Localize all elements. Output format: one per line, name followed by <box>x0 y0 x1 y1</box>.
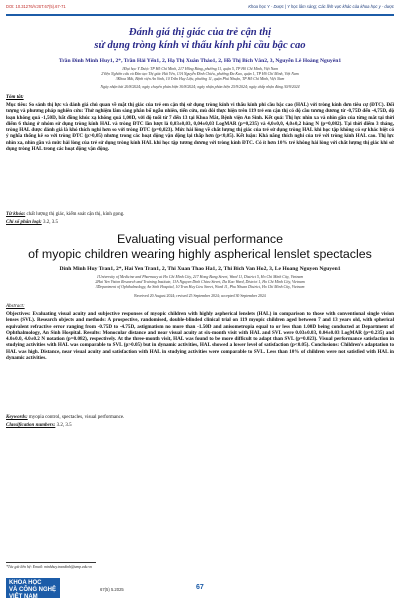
issue-info: 67(5) 5.2025 <box>100 587 124 592</box>
keywords-vi-value: chất lượng thị giác, kiểm soát cận thị, kính gọng. <box>26 212 125 217</box>
journal-section: Khoa học Y - Dược | Y học lâm sàng; Các lĩnh vực khác của khoa học y - dược <box>248 4 394 9</box>
authors-vietnamese: Trần Đình Minh Huy1, 2*, Trần Hải Yến1, 2, Hạ Thị Xuân Thảo1, 2, Hồ Thị Bích Vân2, 3, Nguyễn Lê Hoàng Nguyên1 <box>58 58 342 64</box>
corresponding-author-footnote: *Tác giả liên hệ: Email: minhhuy.trandinh@ump.edu.vn <box>6 565 92 569</box>
affiliation-en-3: 3Department of Ophthalmology, An Sinh Hospital, 10 Tran Huy Lieu Street, Ward 11, Phu Nhuan District, Ho Chi Minh City, Vietnam <box>95 285 305 290</box>
logo-line-2: VÀ CÔNG NGHỆ <box>9 587 57 593</box>
title-en-line-1: Evaluating visual performance <box>117 232 283 246</box>
keywords-vietnamese <box>6 212 394 217</box>
affiliation-2: 2Viện Nghiên cứu và Đào tạo Thị giác Hải Yến, 13A Nguyễn Đình Chiểu, phường Đa Kao, quận 1, TP Hồ Chí Minh, Việt Nam <box>101 72 299 77</box>
classification-en-label: Classification numbers: <box>6 423 56 428</box>
abstract-vietnamese: Mục tiêu: So sánh thị lực và đánh giá chủ quan về mặt thị giác của trẻ em cận thị sử dụng tròng kính vi thấu kính phi cầu bậc cao (HAL) với tròng kính đơn tiêu cự (ĐTC). Đối tượng và phương pháp nghiên cứu: Thử nghiệm lâm sàng phân bố ngẫu nhiên, tiến cứu, mù đôi thực hiện trên 119 trẻ em cận thị có độ cầu tương đương từ -0,75D đến -4,75D, độ loạn không quá -1,50D, bất đồng khúc xạ không quá 1,00D, với độ tuổi từ 7 đến 13 tại Khoa Mắt, Bệnh viện An Sinh. Kết quả: Thị lực nhìn xa và nhìn gần của từng mắt tại thời điểm 6 tháng ở nhóm sử dụng tròng kính HAL và tròng ĐTC lần lượt là 0,03±0,03, 0,04±0,03 LogMAR (p=0,235) và 4,0±0,0, 4,0±0,2 hàng N (p=0,082). Tại thời điểm 3 tháng, tròng HAL được đánh giá là khó thích nghi hơn so với tròng ĐTC (p=0,023). Mức hài lòng về chất lượng thị giác của trẻ sử dụng tròng HAL khi học tập không có sự khác biệt có ý nghĩa thống kê so với tròng ĐTC (p>0,05) nhưng trong các hoạt động vận động lại thấp hơn (p<0,05). Kết luận: Khả năng thích nghi của trẻ với tròng kính HAL cao. Thị lực nhìn xa, nhìn gần và mức hài lòng của trẻ sử dụng tròng kính HAL khi học tập tương đương với tròng kính ĐTC. Có ít hơn 10% trẻ không hài lòng với chất lượng thị giác khi sử dụng tròng HAL trong các hoạt động vận động. <box>6 102 394 153</box>
title-en-line-2: of myopic children wearing highly aspherical lenslet spectacles <box>28 247 372 261</box>
logo-line-3: VIỆT NAM <box>9 594 38 600</box>
authors-english: Dinh Minh Huy Tran1, 2*, Hai Yen Tran1, 2, Thi Xuan Thao Ha1, 2, Thi Bich Van Ho2, 3, Le Hoang Nguyen Nguyen1 <box>59 266 341 272</box>
title-vi-line-2: sử dụng tròng kính vi thấu kính phi cầu bậc cao <box>94 40 306 51</box>
dates-english: Received 20 August 2024; revised 25 September 2024; accepted 30 September 2024 <box>134 294 266 298</box>
header-rule <box>6 14 394 16</box>
page-number: 67 <box>196 584 204 591</box>
affiliation-en-1: 1University of Medicine and Pharmacy at Ho Chi Minh City, 217 Hong Bang Street, Ward 11, District 5, Ho Chi Minh City, Vietnam <box>96 275 304 279</box>
classification-en-value: 3.2, 3.5 <box>56 423 72 428</box>
affiliations-vietnamese <box>6 67 394 83</box>
affiliations-english <box>6 275 394 291</box>
affiliation-1: 1Đại học Y Dược TP Hồ Chí Minh, 217 Hồng Bàng, phường 11, quận 5, TP Hồ Chí Minh, Việt Nam <box>121 67 279 71</box>
classification-english <box>6 423 394 428</box>
page-header <box>0 4 400 18</box>
footnote-rule <box>6 562 96 563</box>
logo-line-1: KHOA HỌC <box>9 580 42 586</box>
classification-vi-label: Chỉ số phân loại: <box>6 220 42 225</box>
journal-logo <box>6 578 60 598</box>
keywords-en-label: Keywords: <box>6 415 28 420</box>
dates-vietnamese: Ngày nhận bài 20/8/2024; ngày chuyển phản biện 30/8/2024; ngày nhận phản biện 25/9/2024; ngày chấp nhận đăng 30/9/2024 <box>100 85 300 89</box>
abstract-english: Objectives: Evaluating visual acuity and subjective responses of myopic children with highly aspherical lenslets (HAL) in comparison to those with conventional single vision lenses (SVL). Research objects and methods: A prospective, randomised, double-blinded clinical trial on 119 myopic children aged between 7 and 13 years old, with spherical equivalent refractive error ranging from -0.75D to -4.75D, astigmatism no more than -1.50D and anisometropia equal to or less than 1.00D being conducted at Department of Ophthalmology, An Sinh Hospital. Results: Monocular distance and near visual acuity at six-month visit with HAL and SVL were 0.03±0.03, 0.04±0.03 LogMAR (p=0.235) and 4.0±0.0, 4.0±0.2 N notation (p=0.082), respectively. At the three-month visit, HAL was found to be more difficult to adapt than SVL (p=0.023). Visual performance satisfaction in studying activities with HAL was comparable to SVL (p>0.05) but in dynamic activities, HAL showed a lower level of satisfaction (p<0.05). Conclusions: Children's adaptation to HAL was high. Distance, near visual acuity and satisfaction with HAL in studying activities were comparable to SVL. Less than 10% of children were not satisfied with HAL in dynamic activities. <box>6 311 394 362</box>
keywords-en-value: myopia control, spectacles, visual performance. <box>28 415 125 420</box>
doi-text: DOI: 10.31276/VJST.67(5).67-71 <box>6 4 66 9</box>
abstract-en-heading: Abstract: <box>6 304 25 309</box>
classification-vietnamese <box>6 220 394 225</box>
title-vietnamese <box>6 26 394 52</box>
keywords-english <box>6 415 394 420</box>
abstract-vi-heading: Tóm tắt: <box>6 95 24 100</box>
affiliation-en-2: 2Hai Yen Vision Research and Training Institute, 13A Nguyen Dinh Chieu Street, Da Kao Ward, District 1, Ho Chi Minh City, Vietnam <box>95 280 305 285</box>
keywords-vi-label: Từ khóa: <box>6 212 26 217</box>
affiliation-3: 3Khoa Mắt, Bệnh viện An Sinh, 10 Trần Huy Liệu, phường 11, quận Phú Nhuận, TP Hồ Chí Minh, Việt Nam <box>115 77 285 82</box>
title-english <box>6 232 394 262</box>
page-footer <box>0 578 400 600</box>
title-vi-line-1: Đánh giá thị giác của trẻ cận thị <box>128 27 272 38</box>
classification-vi-value: 3.2, 3.5 <box>42 220 58 225</box>
